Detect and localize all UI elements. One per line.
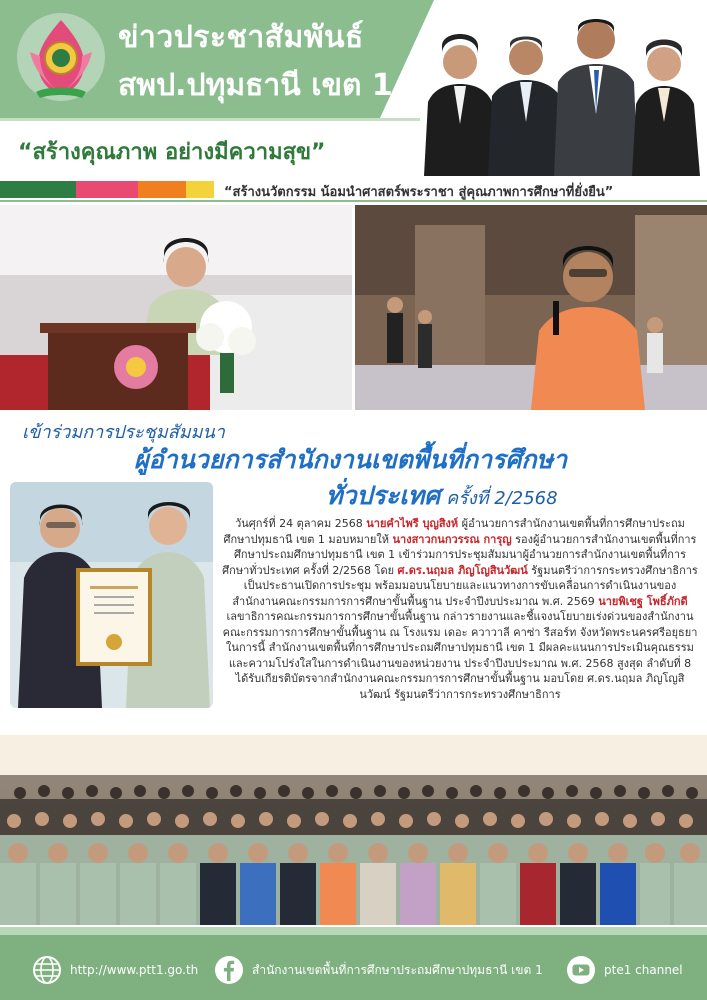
- youtube-icon: [566, 955, 596, 985]
- headline-line-3-suffix: ครั้งที่ 2/2568: [446, 488, 558, 509]
- person-name-secretary: นายพิเชฐ โพธิ์ภักดี: [598, 594, 688, 608]
- color-strip-orange: [138, 181, 186, 198]
- title-line-1: ข่าวประชาสัมพันธ์: [118, 20, 364, 55]
- footer-website[interactable]: [32, 955, 198, 985]
- person-name-minister: ศ.ดร.นฤมล ภิญโญสินวัฒน์: [397, 563, 528, 577]
- footer-top-bar: [0, 927, 707, 935]
- certificate-photo: [10, 482, 213, 708]
- footer-youtube[interactable]: [566, 955, 683, 985]
- header-underline: [0, 118, 420, 121]
- facebook-icon: [214, 955, 244, 985]
- tagline: “สร้างนวัตกรรม น้อมนำศาสตร์พระราชา สู่คุณภาพการศึกษาที่ยั่งยืน”: [224, 185, 614, 200]
- group-photo: [0, 735, 707, 925]
- globe-icon: [32, 955, 62, 985]
- body-text-a: วันศุกร์ที่ 24 ตุลาคม 2568: [235, 517, 367, 530]
- body-text-e: เลขาธิการคณะกรรมการการศึกษาขั้นพื้นฐาน กล่าวรายงานและชี้แจงนโยบายเร่งด่วนของสำนักงานคณะกรรมการการศึกษาขั้นพื้นฐาน ณ โรงแรม เดอะ ควาวาลี คาซ่า รีสอร์ท จังหวัดพระนครศรีอยุธยา ในการนี้ สำนักงานเขตพื้นที่การศึกษาประถมศึกษาปทุมธานี เขต 1 มีผลคะแนนการประเมินคุณธรรมและความโปร่งใสในการดำเนินงานของหน่วยงาน ประจำปีงบประมาณ พ.ศ. 2568 สูงสุด ลำดับที่ 8 ได้รับเกียรติบัตรจากสำนักงานคณะกรรมการการศึกษาขั้นพื้นฐาน มอบโดย ศ.ดร.นฤมล ภิญโญสินวัฒน์ รัฐมนตรีว่าการกระทรวงศึกษาธิการ: [222, 610, 698, 701]
- speaker-orange-photo: [355, 205, 707, 410]
- footer-facebook[interactable]: [214, 955, 543, 985]
- header-divider: [0, 200, 707, 202]
- headline-line-3: [326, 476, 558, 516]
- speaker-podium-photo: [0, 205, 352, 410]
- title-line-2: สพป.ปทุมธานี เขต 1: [118, 68, 393, 103]
- headline-line-1: เข้าร่วมการประชุมสัมมนา: [22, 422, 225, 443]
- person-name-deputy: นางสาวกนกวรรณ การุญ: [392, 532, 512, 546]
- headline-line-2: ผู้อำนวยการสำนักงานเขตพื้นที่การศึกษา: [134, 445, 567, 474]
- article-body: [222, 516, 698, 702]
- person-name-director: นายคำไพรี บุญสิงห์: [366, 517, 459, 530]
- body-text-d: รัฐมนตรีว่าการกระทรวงศึกษาธิการ เป็นประธานเปิดการประชุม พร้อมมอบนโยบายและแนวทางการขับเคลื่อนการดำเนินงานของสำนักงานคณะกรรมการการศึกษาขั้นพื้นฐาน ประจำปีงบประมาณ พ.ศ. 2569: [232, 563, 698, 608]
- body-text-b: ผู้อำนวยการสำนักงานเขตพื้นที่การศึกษาประถมศึกษาปทุมธานี เขต 1 มอบหมายให้: [223, 517, 685, 546]
- color-strip-pink: [76, 181, 138, 198]
- body-text-c: รองผู้อำนวยการสำนักงานเขตพื้นที่การศึกษาประถมศึกษาปทุมธานี เขต 1 เข้าร่วมการประชุมสัมมนาผู้อำนวยการสำนักงานเขตพื้นที่การศึกษาทั่วประเทศ ครั้งที่ 2/2568 โดย: [222, 532, 697, 577]
- youtube-channel-name[interactable]: pte1 channel: [604, 963, 683, 977]
- slogan: “สร้างคุณภาพ อย่างมีความสุข”: [18, 140, 326, 165]
- executives-photo: [418, 4, 707, 176]
- headline-line-3-main: ทั่วประเทศ: [326, 481, 441, 510]
- website-url[interactable]: http://www.ptt1.go.th: [70, 963, 199, 977]
- logo-emblem: [16, 12, 106, 102]
- color-strip-green: [0, 181, 76, 198]
- color-strip-yellow: [186, 181, 214, 198]
- facebook-page-name[interactable]: สำนักงานเขตพื้นที่การศึกษาประถมศึกษาปทุมธานี เขต 1: [252, 962, 543, 977]
